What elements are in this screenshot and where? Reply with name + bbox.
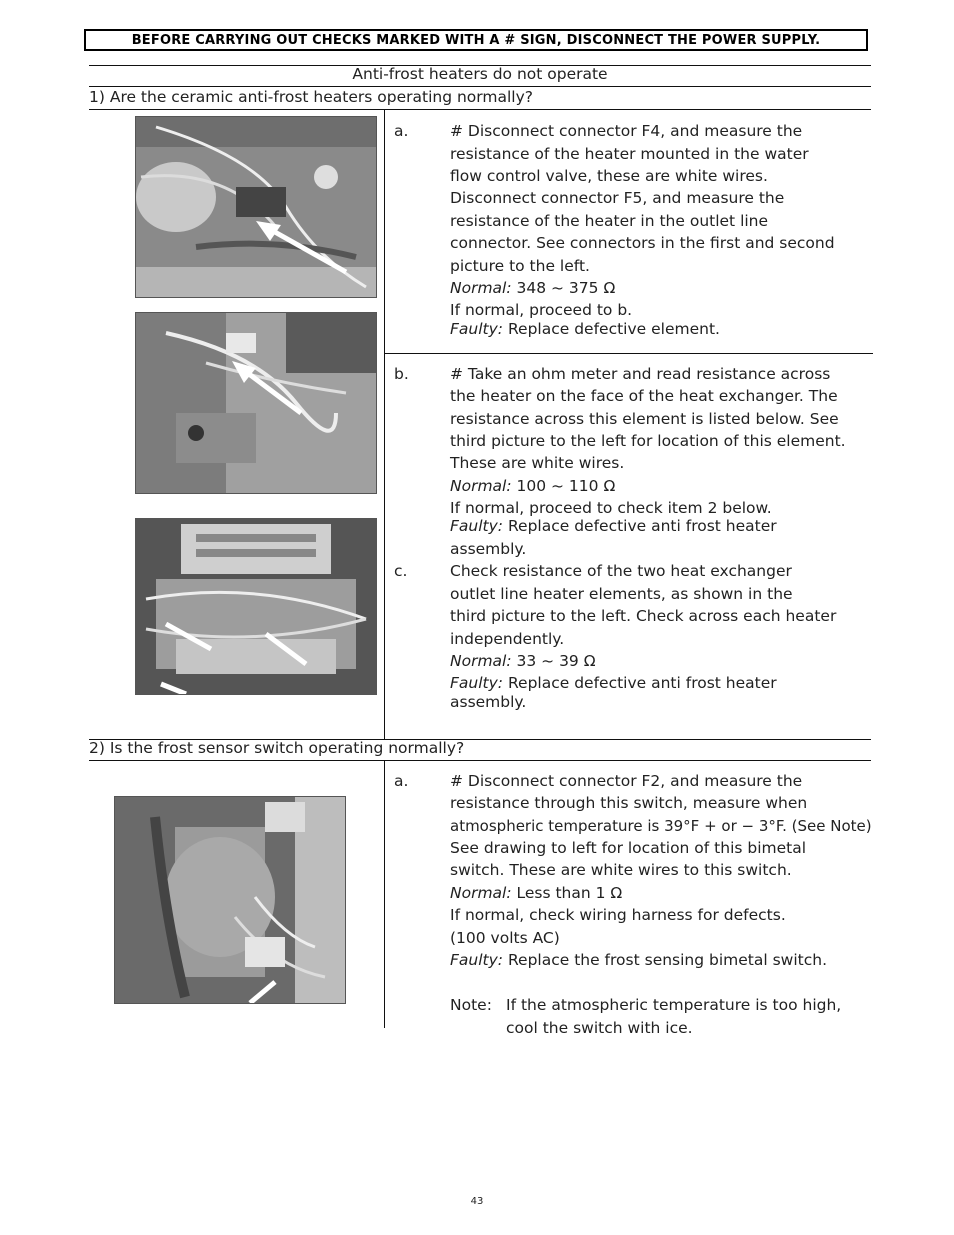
page-number: 43 — [470, 1196, 484, 1207]
normal-value: 33 ~ 39 Ω — [511, 652, 596, 670]
column-divider — [384, 110, 385, 740]
normal-value: 100 ~ 110 Ω — [511, 477, 616, 495]
instruction-line: independently. — [450, 630, 565, 648]
section-title: Anti-frost heaters do not operate — [352, 65, 608, 83]
instruction-line: flow control valve, these are white wires. — [450, 167, 768, 185]
volts-line: (100 volts AC) — [450, 929, 560, 947]
item-marker: a. — [394, 772, 409, 790]
instruction-line: connector. See connectors in the first and second — [450, 234, 835, 252]
instruction-line: # Take an ohm meter and read resistance across — [450, 365, 831, 383]
instruction-line: resistance across this element is listed below. See — [450, 410, 839, 428]
faulty-line — [450, 318, 720, 340]
divider — [384, 353, 873, 354]
normal-value-line — [450, 882, 622, 904]
instruction-line: third picture to the left. Check across each heater — [450, 607, 837, 625]
normal-value: Less than 1 Ω — [511, 884, 623, 902]
faulty-value: Replace defective element. — [503, 320, 720, 338]
faulty-value: Replace defective anti frost heater — [503, 517, 777, 535]
note-label: Note: — [450, 996, 492, 1014]
faulty-label: Faulty: — [450, 674, 504, 692]
instruction-line: resistance of the heater mounted in the water — [450, 145, 809, 163]
instruction-line: These are white wires. — [450, 454, 625, 472]
item-marker: a. — [394, 122, 409, 140]
photo-water-flow-valve-heater — [135, 116, 377, 298]
normal-value: 348 ~ 375 Ω — [511, 279, 616, 297]
faulty-line — [450, 949, 827, 971]
if-normal-line: If normal, proceed to b. — [450, 301, 633, 319]
normal-label: Normal: — [450, 477, 512, 495]
instruction-line: Check resistance of the two heat exchanger — [450, 562, 792, 580]
normal-label: Normal: — [450, 884, 512, 902]
instruction-line: # Disconnect connector F4, and measure the — [450, 122, 803, 140]
note-line: cool the switch with ice. — [506, 1019, 693, 1037]
instruction-line: picture to the left. — [450, 257, 590, 275]
column-divider — [384, 761, 385, 1028]
instruction-line: Disconnect connector F5, and measure the — [450, 189, 785, 207]
instruction-line: resistance of the heater in the outlet line — [450, 212, 769, 230]
power-warning-banner: BEFORE CARRYING OUT CHECKS MARKED WITH A # SIGN, DISCONNECT THE POWER SUPPLY. — [84, 29, 868, 51]
faulty-continuation: assembly. — [450, 693, 527, 711]
photo-outlet-line-heater — [135, 312, 377, 494]
instruction-line: # Disconnect connector F2, and measure the — [450, 772, 803, 790]
normal-label: Normal: — [450, 652, 512, 670]
faulty-line — [450, 515, 777, 537]
instruction-line: atmospheric temperature is 39°F + or − 3°F. (See Note) — [450, 817, 872, 835]
note-line: If the atmospheric temperature is too high, — [506, 996, 842, 1014]
instruction-line: resistance through this switch, measure when — [450, 794, 808, 812]
instruction-line: third picture to the left for location of this element. — [450, 432, 846, 450]
faulty-label: Faulty: — [450, 320, 504, 338]
faulty-label: Faulty: — [450, 951, 504, 969]
photo-heat-exchanger-heaters — [135, 518, 377, 695]
faulty-value: Replace defective anti frost heater — [503, 674, 777, 692]
instruction-line: outlet line heater elements, as shown in the — [450, 585, 793, 603]
normal-label: Normal: — [450, 279, 512, 297]
item-marker: c. — [394, 562, 408, 580]
normal-value-line — [450, 475, 615, 497]
if-normal-line: If normal, check wiring harness for defects. — [450, 906, 786, 924]
divider — [89, 109, 871, 110]
if-normal-line: If normal, proceed to check item 2 below. — [450, 499, 772, 517]
faulty-label: Faulty: — [450, 517, 504, 535]
question-2-title: 2) Is the frost sensor switch operating normally? — [89, 739, 465, 757]
instruction-line: See drawing to left for location of this bimetal — [450, 839, 807, 857]
photo-frost-sensor-switch — [114, 796, 346, 1004]
item-marker: b. — [394, 365, 409, 383]
question-1-title: 1) Are the ceramic anti-frost heaters operating normally? — [89, 88, 533, 106]
faulty-value: Replace the frost sensing bimetal switch. — [503, 951, 828, 969]
instruction-line: switch. These are white wires to this switch. — [450, 861, 792, 879]
instruction-line: the heater on the face of the heat exchanger. The — [450, 387, 838, 405]
faulty-continuation: assembly. — [450, 540, 527, 558]
divider — [89, 760, 871, 761]
normal-value-line — [450, 277, 615, 299]
normal-value-line — [450, 650, 596, 672]
